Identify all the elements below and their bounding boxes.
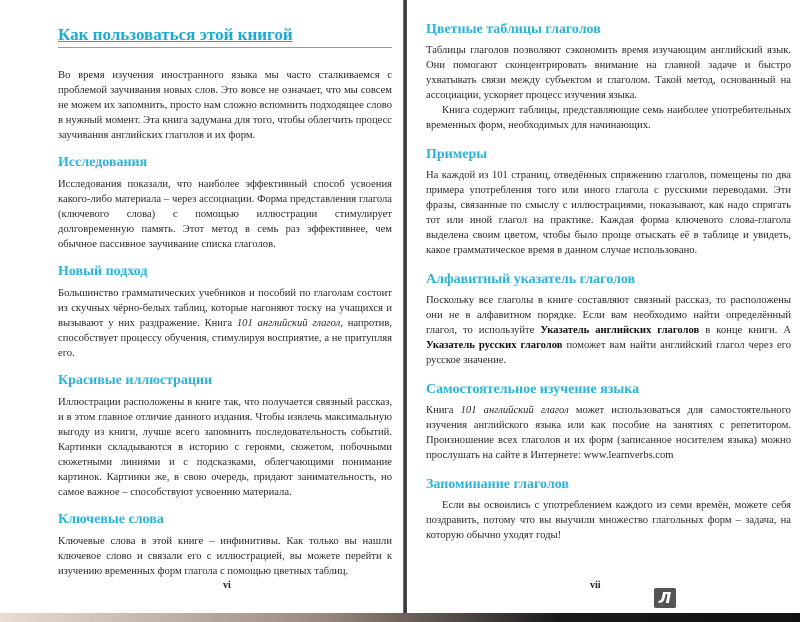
section-heading: Примеры bbox=[426, 147, 488, 162]
section-self-study bbox=[426, 381, 791, 463]
section-keywords bbox=[58, 511, 392, 579]
section-color-tables bbox=[426, 21, 791, 133]
page-title: Как пользоваться этой книгой bbox=[58, 25, 392, 48]
text-fragment: , напротив, способствует процессу обучения, стимулируя восприятие, а не притупляя его. bbox=[58, 318, 392, 359]
section-research bbox=[58, 154, 392, 252]
text-fragment: поможет вам найти английский глагол через его русское значение. bbox=[426, 340, 791, 366]
section-memorizing bbox=[426, 476, 791, 543]
section-text: Иллюстрации расположены в книге так, что получается связный рассказ, и в этом главное отличие данного издания. Чтобы извлечь максимальную выгоду из книги, лучше всего запомнить последовательность событий. Картинки складываются в историю с героями, сюжетом, побочными сюжетными линиями и с подсказками, облегчающими понимание картинок. Картинки же, в свою очередь, придают занимательность, но самое важное – способствуют усвоению материала. bbox=[58, 397, 392, 498]
section-heading: Ключевые слова bbox=[58, 512, 164, 527]
section-new-approach bbox=[58, 263, 392, 361]
left-page bbox=[0, 0, 404, 614]
right-page-content bbox=[426, 21, 791, 543]
section-heading: Исследования bbox=[58, 155, 148, 170]
section-heading: Красивые иллюстрации bbox=[58, 373, 213, 388]
book-spine bbox=[403, 0, 407, 614]
section-text: На каждой из 101 страниц, отведённых спряжению глаголов, помещены по два примера употребления того или иного глагола с русскими переводами. Эти фразы, связанные по смыслу с иллюстрациями, показывают, как надо спрягать тот или иной глагол на практике. Каждая форма ключевого слова-глагола выделена своим цветом, чтобы было проще отыскать её в таблице и увидеть, какое грамматическое время в данном случае использовано. bbox=[426, 170, 791, 256]
right-page bbox=[408, 0, 800, 614]
section-heading: Запоминание глаголов bbox=[426, 477, 569, 492]
section-index bbox=[426, 271, 791, 368]
section-text bbox=[426, 403, 791, 463]
left-page-content bbox=[58, 25, 392, 579]
book-title: 101 английский глагол bbox=[460, 405, 569, 416]
intro-paragraph: Во время изучения иностранного языка мы часто сталкиваемся с проблемой заучивания новых слов. Это вовсе не означает, что мы совсем не можем их запомнить, просто нам сложно вспомнить подходящее слово в нужный момент. Эта книга задумана для того, чтобы облегчить процесс заучивания английских глаголов и их форм. bbox=[58, 70, 392, 141]
english-index-reference: Указатель английских глаголов bbox=[540, 325, 700, 336]
book-bottom-edge bbox=[0, 613, 800, 622]
section-examples bbox=[426, 146, 791, 258]
text-fragment: Поскольку все глаголы в книге составляют связный рассказ, то расположены они не в алфавитном порядке. Если вам необходимо найти определённый глагол, то используйте bbox=[426, 295, 791, 336]
section-heading: Новый подход bbox=[58, 264, 148, 279]
russian-index-reference: Указатель русских глаголов bbox=[426, 340, 563, 351]
section-text: Если вы освоились с употреблением каждого из семи времён, можете себя поздравить, потому что вы выучили множество глагольных форм – задача, на которую обычно уходят годы! bbox=[426, 500, 791, 541]
section-text: Книга содержит таблицы, представляющие семь наиболее употребительных временных форм, необходимых для начинающих. bbox=[426, 105, 791, 131]
section-illustrations bbox=[58, 372, 392, 500]
section-heading: Алфавитный указатель глаголов bbox=[426, 272, 636, 287]
page-number: vi bbox=[223, 580, 231, 591]
labirint-logo-icon: Л bbox=[654, 588, 676, 608]
book-title: 101 английский глагол bbox=[236, 318, 341, 329]
text-fragment: Книга bbox=[426, 405, 461, 416]
section-text: Таблицы глаголов позволяют сэкономить время изучающим английский язык. Они помогают сконцентрировать внимание на главной задаче и быстро ухватывать связи между субъектом и глаголом. Такой метод, основанный на ассоциации, ускоряет процесс изучения языка. bbox=[426, 45, 791, 101]
section-text: Ключевые слова в этой книге – инфинитивы. Как только вы нашли ключевое слово и связали его с иллюстрацией, вы можете перейти к изучению временных форм глагола с помощью цветных таблиц. bbox=[58, 536, 392, 577]
page-number: vii bbox=[590, 580, 601, 591]
section-text bbox=[58, 286, 392, 361]
text-fragment: может использоваться для самостоятельного изучения английского языка или как пособие на занятиях с репетитором. Произношение всех глаголов и их форм (записанное носителем языка) можно прослушать на сайте в Интернете: www.learnverbs.com bbox=[426, 405, 791, 461]
section-heading: Цветные таблицы глаголов bbox=[426, 22, 601, 37]
section-text bbox=[426, 293, 791, 368]
text-fragment: в конце книги. А bbox=[699, 325, 792, 336]
text-fragment: Большинство грамматических учебников и пособий по глаголам состоит из скучных чёрно-белых таблиц, которые нагоняют тоску на учащихся и вызывают у них раздражение. Книга bbox=[58, 288, 392, 329]
section-heading: Самостоятельное изучение языка bbox=[426, 382, 640, 397]
section-text: Исследования показали, что наиболее эффективный способ усвоения какого-либо материала – через ассоциации. Форма представления глагола (ключевого слова) с помощью иллюстрации стимулирует долговременную память. Этот метод в семь раз эффективнее, чем обычное пассивное заучивание списка глаголов. bbox=[58, 179, 392, 250]
